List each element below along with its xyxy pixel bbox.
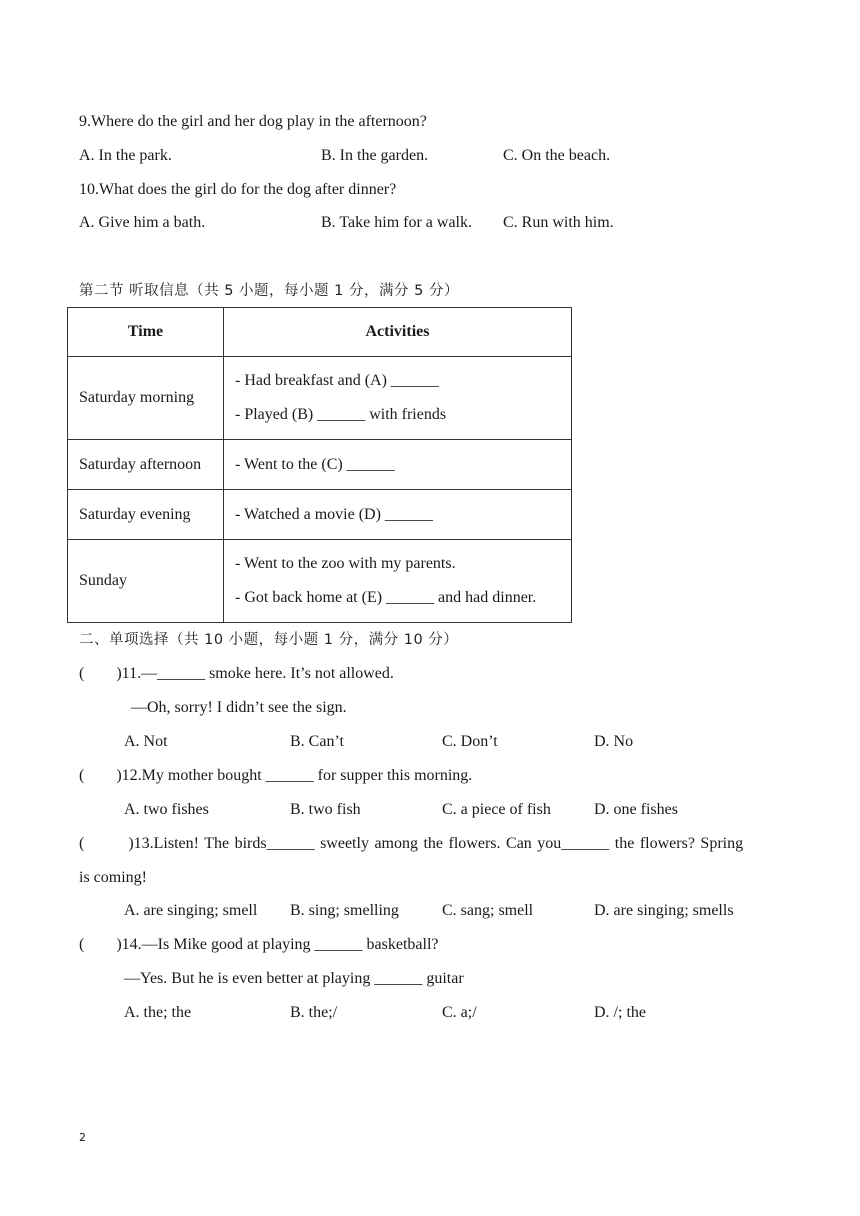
section-2-heading: 二、单项选择（共 10 小题，每小题 1 分，满分 10 分）: [79, 632, 459, 648]
activity-line: - Had breakfast and (A) ______: [235, 372, 439, 389]
question-11-option-d: D. No: [594, 733, 634, 750]
question-13-option-d: D. are singing; smells: [594, 902, 734, 919]
question-10-option-b: B. Take him for a walk.: [321, 214, 472, 231]
question-13-stem-continued: is coming!: [79, 869, 147, 886]
question-13-option-b: B. sing; smelling: [290, 902, 399, 919]
activity-line: - Played (B) ______ with friends: [235, 406, 447, 423]
question-12-option-a: A. two fishes: [124, 801, 209, 818]
question-11-stem: ( )11.—______ smoke here. It’s not allowed.: [79, 665, 394, 682]
question-11-option-a: A. Not: [124, 733, 168, 750]
question-13-option-c: C. sang; smell: [442, 902, 534, 919]
question-11-reply: —Oh, sorry! I didn’t see the sign.: [131, 699, 347, 716]
activities-table: [67, 307, 572, 623]
question-9-option-c: C. On the beach.: [503, 147, 611, 164]
table-cell-time: Saturday evening: [68, 490, 224, 540]
table-header-time: Time: [68, 308, 224, 357]
question-12-option-c: C. a piece of fish: [442, 801, 551, 818]
table-row: [68, 490, 572, 540]
table-header-activities: Activities: [224, 308, 572, 357]
question-11-option-c: C. Don’t: [442, 733, 498, 750]
table-cell-time: Sunday: [68, 540, 224, 623]
question-9-option-b: B. In the garden.: [321, 147, 429, 164]
table-cell-activities: [224, 440, 572, 490]
listening-part2-heading: 第二节 听取信息（共 5 小题，每小题 1 分，满分 5 分）: [79, 283, 459, 299]
activity-line: - Watched a movie (D) ______: [235, 505, 433, 523]
question-9-stem: 9.Where do the girl and her dog play in the afternoon?: [79, 113, 427, 130]
table-cell-time: Saturday afternoon: [68, 440, 224, 490]
table-cell-activities: [224, 357, 572, 440]
table-row: [68, 540, 572, 623]
question-13-stem: ( )13.Listen! The birds______ sweetly among the flowers. Can you______ the flowers? Spring: [79, 835, 744, 852]
activity-line: - Went to the zoo with my parents.: [235, 555, 456, 572]
question-14-option-b: B. the;/: [290, 1004, 338, 1021]
question-12-option-d: D. one fishes: [594, 801, 678, 818]
page-number: 2: [79, 1131, 86, 1144]
question-10-option-c: C. Run with him.: [503, 214, 614, 231]
activity-line: - Got back home at (E) ______ and had dinner.: [235, 589, 537, 606]
question-10-stem: 10.What does the girl do for the dog after dinner?: [79, 181, 397, 198]
table-cell-activities: [224, 540, 572, 623]
activity-line: - Went to the (C) ______: [235, 455, 395, 473]
question-14-option-a: A. the; the: [124, 1004, 192, 1021]
question-14-option-c: C. a;/: [442, 1004, 477, 1021]
question-14-stem: ( )14.—Is Mike good at playing ______ basketball?: [79, 936, 439, 953]
question-11-option-b: B. Can’t: [290, 733, 344, 750]
question-14-option-d: D. /; the: [594, 1004, 646, 1021]
table-cell-time: Saturday morning: [68, 357, 224, 440]
table-row: [68, 440, 572, 490]
question-12-stem: ( )12.My mother bought ______ for supper this morning.: [79, 767, 473, 784]
question-14-reply: —Yes. But he is even better at playing ______ guitar: [124, 970, 464, 987]
table-cell-activities: [224, 490, 572, 540]
question-10-option-a: A. Give him a bath.: [79, 214, 206, 231]
table-header-row: [68, 308, 572, 357]
question-13-option-a: A. are singing; smell: [124, 902, 258, 919]
question-12-option-b: B. two fish: [290, 801, 361, 818]
question-9-option-a: A. In the park.: [79, 147, 172, 164]
table-row: [68, 357, 572, 440]
